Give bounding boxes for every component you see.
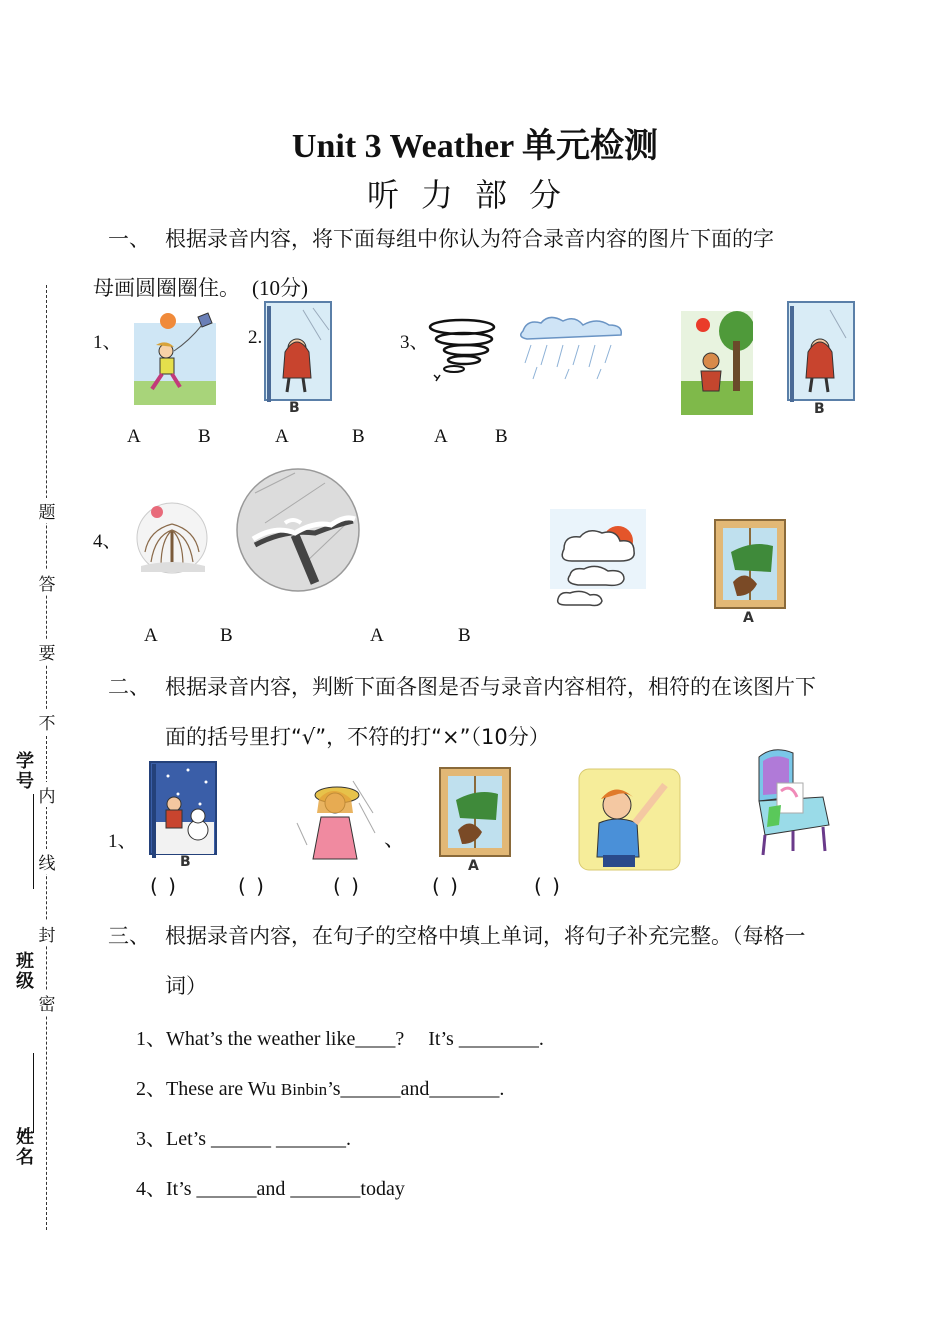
windy-tornado-image — [424, 317, 499, 385]
window-a-label: A — [743, 610, 754, 624]
snowy-willow-tree-image — [135, 500, 209, 576]
window-a-label-2: A — [468, 858, 479, 872]
section-1-score: (10分) — [252, 276, 308, 300]
side-char-6: 线 — [36, 849, 58, 874]
window-wind-tree-a-image-2 — [438, 760, 512, 872]
window-wind-tree-a-image — [713, 512, 787, 624]
answer-paren-2[interactable]: ( ) — [238, 874, 266, 898]
student-number-line[interactable] — [33, 794, 34, 889]
section-1-instruction-line1: 根据录音内容，将下面每组中你认为符合录音内容的图片下面的字 — [165, 227, 774, 251]
windy-girl-image — [293, 773, 377, 863]
q3-number: 3、 — [400, 332, 429, 353]
sentence-2-text-a: These are Wu — [166, 1078, 281, 1100]
class-line[interactable] — [33, 1053, 34, 1133]
sentence-2-text-c[interactable]: ’s______and_______. — [327, 1078, 505, 1100]
sentence-4-number: 4、 — [136, 1178, 166, 1200]
sentence-2 — [136, 1072, 504, 1101]
answer-paren-5[interactable]: ( ) — [534, 874, 562, 898]
q3-option-a[interactable]: A — [434, 426, 448, 447]
sentence-1-number: 1、 — [136, 1028, 166, 1050]
q5-option-a[interactable]: A — [370, 625, 384, 646]
sentence-1 — [136, 1022, 544, 1051]
answer-paren-1[interactable]: ( ) — [150, 874, 178, 898]
chair-clothes-image — [753, 747, 831, 857]
sunny-park-image — [681, 311, 753, 415]
side-char-4: 不 — [36, 709, 58, 734]
sentence-4 — [136, 1172, 405, 1201]
sentence-1-blank-2[interactable]: ________. — [458, 1028, 544, 1050]
book-b-label: B — [289, 400, 300, 414]
answer-paren-4[interactable]: ( ) — [432, 874, 460, 898]
name-label: 姓名 — [16, 1127, 34, 1168]
q4-number: 4、 — [93, 531, 122, 552]
kite-running-girl-image — [134, 311, 216, 406]
book-rain-boy-b-image-2 — [786, 300, 858, 416]
sentence-2-text-b: Binbin — [280, 1080, 328, 1099]
sentence-1-text-a: What’s the weather like — [166, 1028, 356, 1050]
sentence-3-number: 3、 — [136, 1128, 166, 1150]
book-rain-boy-b-image — [263, 300, 335, 414]
section-1-marker: 一、 — [108, 227, 150, 251]
student-number-label: 学号 — [16, 751, 34, 792]
q4-option-a[interactable]: A — [144, 625, 158, 646]
answer-paren-3[interactable]: ( ) — [333, 874, 361, 898]
snowy-tree-circle-image — [235, 463, 361, 597]
rain-cloud-image — [517, 313, 627, 381]
title-text: Unit 3 Weather 单元检测 — [291, 128, 659, 165]
sentence-4-text[interactable]: It’s ______and _______today — [166, 1178, 405, 1200]
q3-option-b[interactable]: B — [495, 426, 508, 447]
section-1-instruction-line2 — [93, 275, 308, 301]
s2-q1-number: 1、 — [108, 831, 137, 852]
boy-pointing-image — [577, 767, 682, 872]
side-char-8: 密 — [36, 990, 58, 1015]
side-char-2: 答 — [36, 570, 58, 595]
sentence-3-text[interactable]: Let’s ______ _______. — [166, 1128, 351, 1150]
q2-option-a[interactable]: A — [275, 426, 289, 447]
side-char-3: 要 — [36, 639, 58, 664]
side-char-1: 题 — [36, 498, 58, 523]
section-2-marker: 二、 — [108, 675, 150, 699]
sentence-2-number: 2、 — [136, 1078, 166, 1100]
q4-option-b[interactable]: B — [220, 625, 233, 646]
book-b-label-2: B — [814, 401, 825, 416]
book-b-label-3: B — [180, 854, 191, 868]
page-subtitle: 听力部分 — [366, 176, 583, 214]
q1-number: 1、 — [93, 332, 122, 353]
class-label: 班级 — [16, 951, 34, 992]
sentence-3 — [136, 1122, 351, 1151]
q1-option-a[interactable]: A — [127, 426, 141, 447]
side-char-7: 封 — [36, 921, 58, 946]
q1-option-b[interactable]: B — [198, 426, 211, 447]
sentence-1-text-c: It’s — [428, 1028, 459, 1050]
q2-number: 2. — [248, 327, 263, 348]
page-title — [0, 118, 950, 167]
section-2-instruction-line2: 面的括号里打“√”，不符的打“×”（10分） — [165, 725, 550, 749]
section-3-instruction-line2: 词） — [165, 974, 207, 998]
q5-option-b[interactable]: B — [458, 625, 471, 646]
sunny-cloud-image — [550, 509, 646, 609]
book-snowman-b-image — [148, 760, 220, 868]
section-3-marker: 三、 — [108, 924, 150, 948]
section-3-instruction-line1: 根据录音内容，在句子的空格中填上单词，将句子补充完整。（每格一 — [165, 924, 806, 948]
instruction-text: 母画圆圈圈住。 — [93, 276, 240, 300]
q2-option-b[interactable]: B — [352, 426, 365, 447]
section-2-instruction-line1: 根据录音内容，判断下面各图是否与录音内容相符，相符的在该图片下 — [165, 675, 816, 699]
separator-mark: 、 — [384, 827, 405, 851]
side-char-5: 内 — [36, 782, 58, 807]
dashed-binding-line — [46, 285, 47, 1230]
sentence-1-blank-1[interactable]: ____? — [355, 1028, 405, 1050]
